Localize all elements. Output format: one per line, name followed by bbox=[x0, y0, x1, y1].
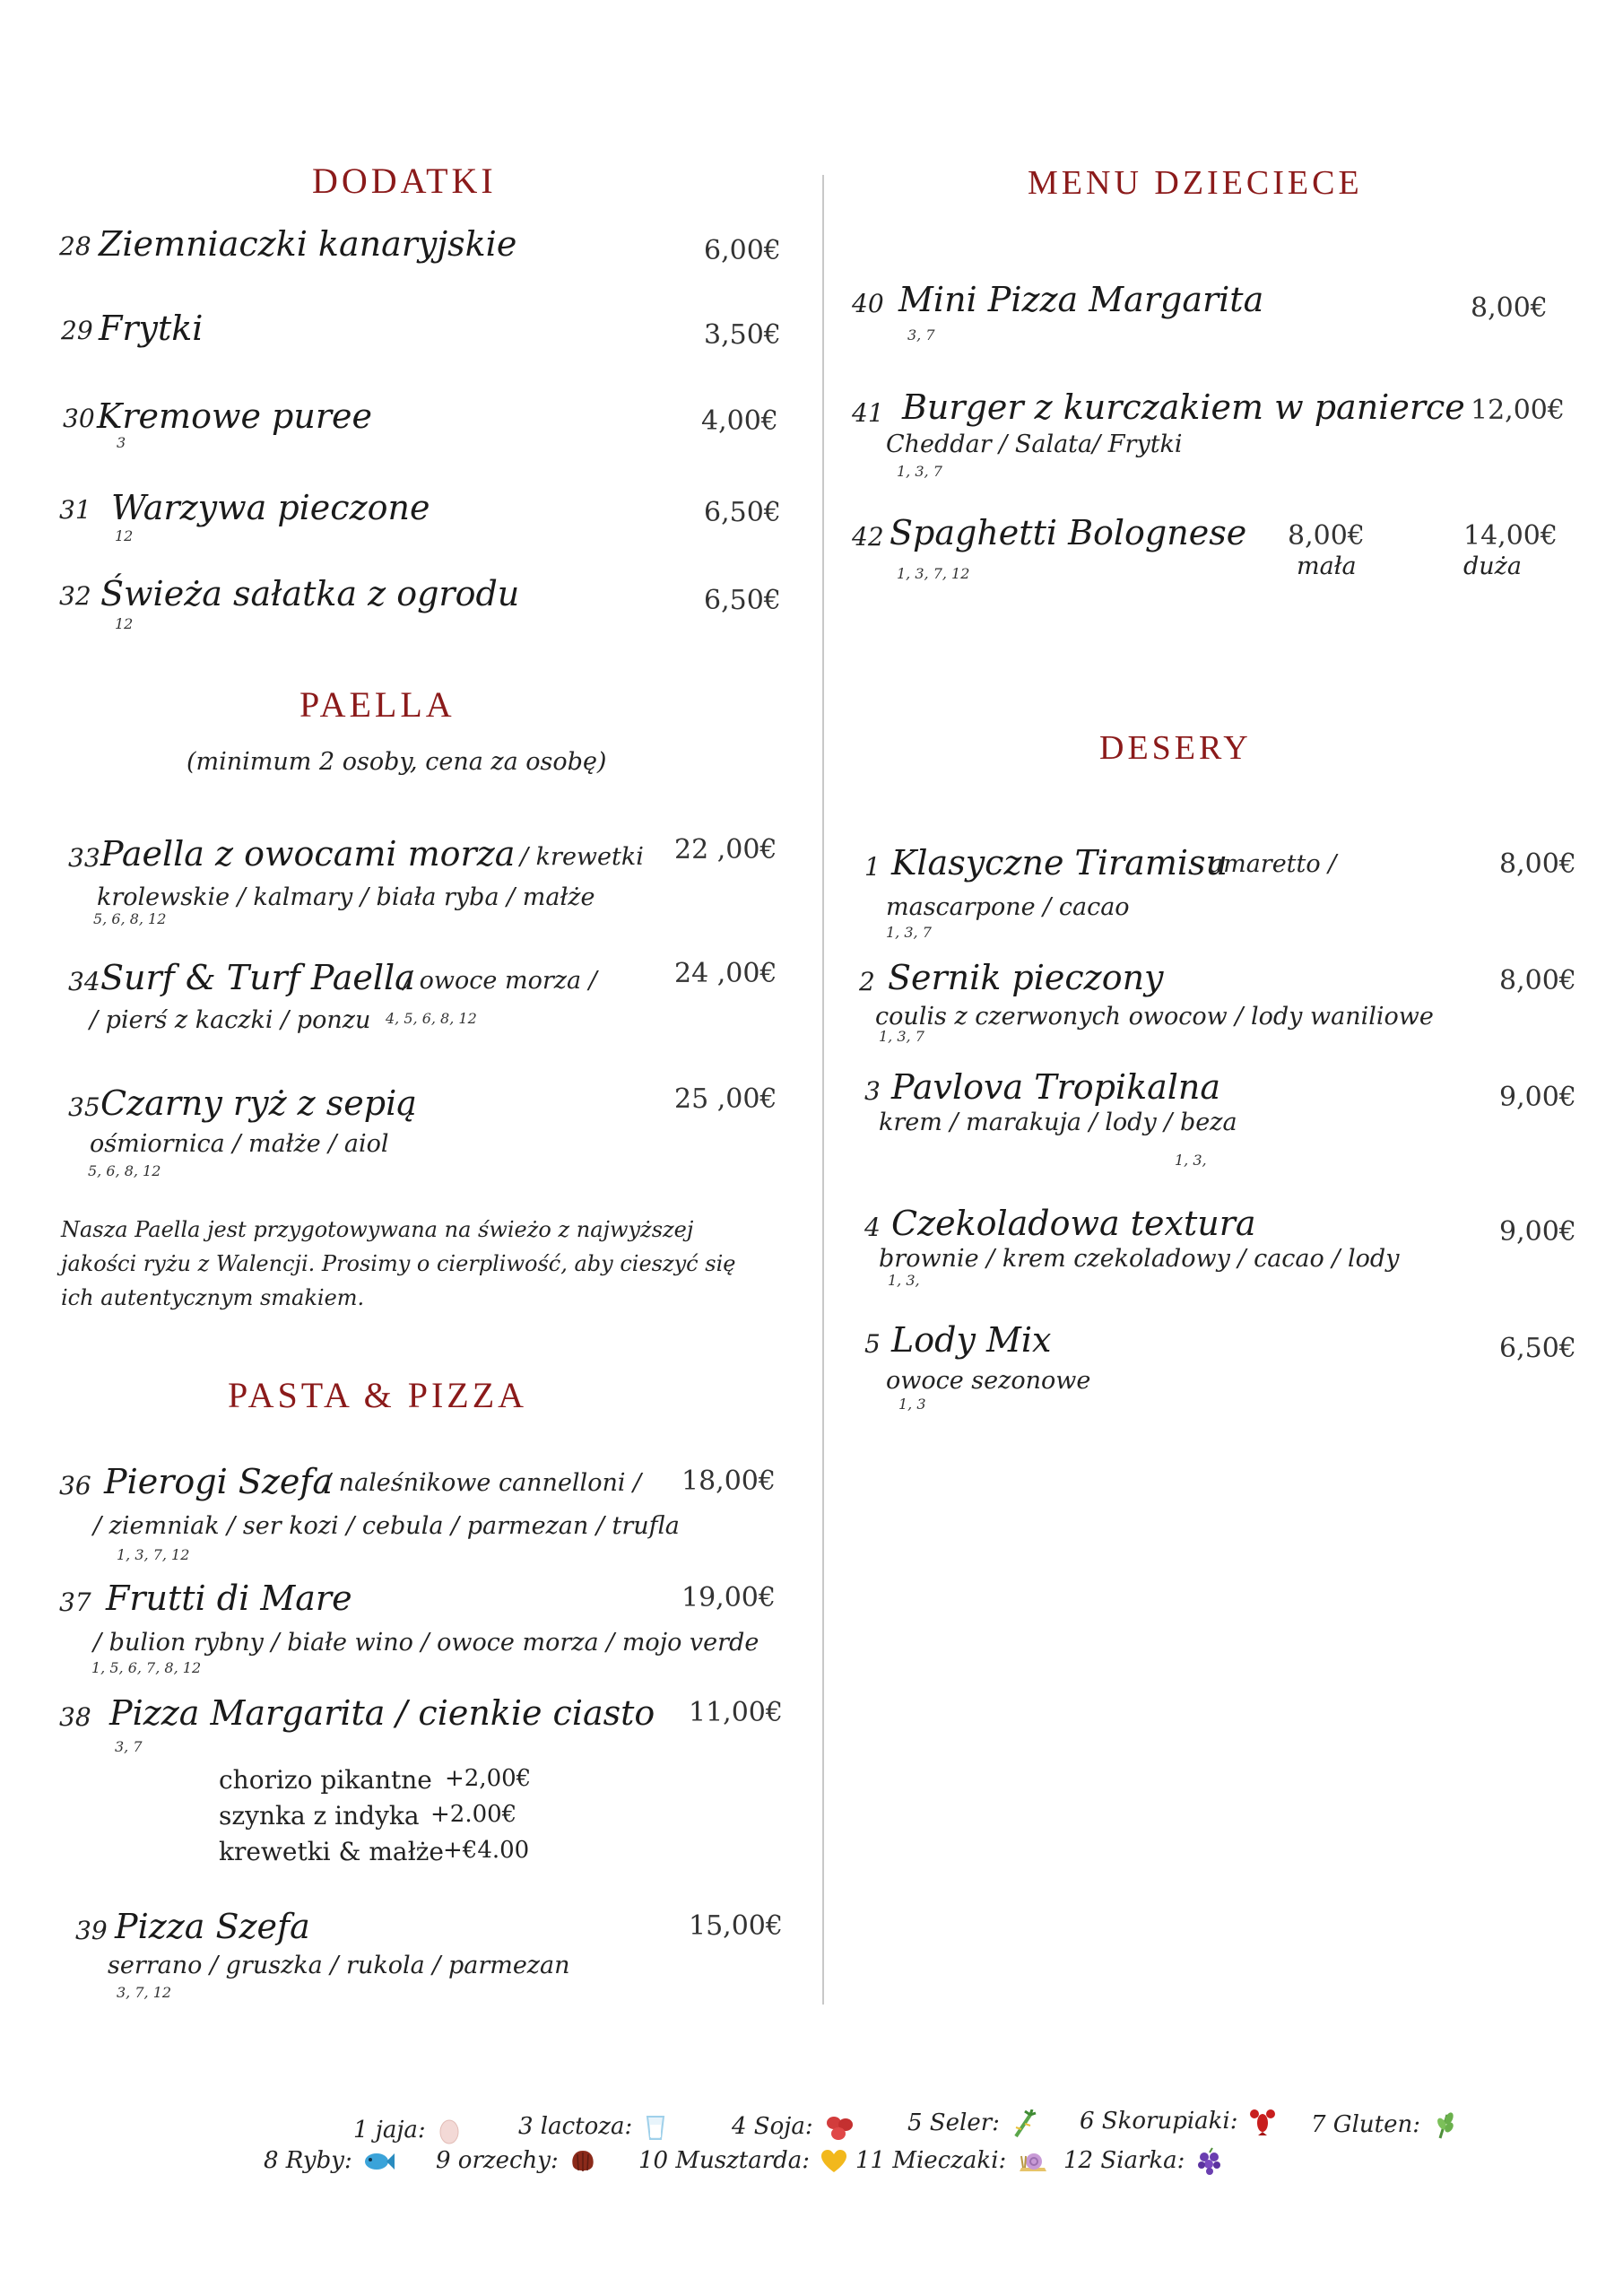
column-divider bbox=[822, 175, 824, 2005]
item-inline-desc: amaretto / bbox=[1209, 850, 1337, 878]
item-price: 19,00€ bbox=[681, 1582, 776, 1613]
item-name: Mini Pizza Margarita bbox=[898, 280, 1264, 319]
item-name: Burger z kurczakiem w panierce bbox=[902, 387, 1465, 427]
item-name: Świeża sałatka z ogrodu bbox=[100, 574, 520, 613]
item-name: Pizza Margarita / cienkie ciasto bbox=[109, 1693, 655, 1733]
item-allergens: 1, 3, bbox=[1175, 1152, 1207, 1169]
legend-label: 7 Gluten: bbox=[1311, 2111, 1420, 2138]
item-price: 6,50€ bbox=[1499, 1333, 1576, 1364]
item-inline-desc: / naleśnikowe cannelloni / bbox=[323, 1469, 642, 1497]
item-desc: krem / marakuja / lody / beza bbox=[879, 1109, 1237, 1136]
legend-item-lactose bbox=[518, 2113, 667, 2141]
item-allergens: 4, 5, 6, 8, 12 bbox=[386, 1010, 477, 1027]
item-allergens: 1, 3 bbox=[898, 1396, 926, 1413]
legend-label: 5 Seler: bbox=[907, 2109, 1000, 2136]
mustard-heart-icon bbox=[820, 2149, 847, 2174]
item-number: 29 bbox=[61, 316, 93, 345]
item-desc: mascarpone / cacao bbox=[886, 893, 1130, 921]
item-number: 32 bbox=[59, 581, 91, 611]
item-inline-desc: / owoce morza / bbox=[404, 967, 597, 995]
item-desc: / ziemniak / ser kozi / cebula / parmezan / trufla bbox=[93, 1512, 680, 1540]
milk-glass-icon bbox=[644, 2114, 667, 2141]
item-allergens: 1, 3, 7, 12 bbox=[117, 1546, 190, 1563]
item-desc: ośmiornica / małże / aiol bbox=[90, 1130, 389, 1158]
item-price: 6,50€ bbox=[704, 497, 781, 528]
fish-icon bbox=[363, 2150, 395, 2173]
item-name: Pavlova Tropikalna bbox=[891, 1067, 1221, 1107]
extra-label: chorizo pikantne bbox=[219, 1765, 432, 1795]
item-allergens: 1, 3, bbox=[888, 1272, 920, 1289]
item-desc: Cheddar / Salata/ Frytki bbox=[886, 430, 1183, 458]
item-name: Surf & Turf Paella bbox=[100, 958, 415, 997]
item-allergens: 1, 3, 7 bbox=[886, 924, 932, 941]
extra-price: +€4.00 bbox=[443, 1837, 530, 1864]
item-price: 6,50€ bbox=[704, 585, 781, 616]
item-desc: serrano / gruszka / rukola / parmezan bbox=[108, 1952, 570, 1979]
legend-label: 1 jaja: bbox=[353, 2117, 426, 2144]
item-name: Frutti di Mare bbox=[106, 1578, 352, 1618]
item-name: Paella z owocami morza bbox=[100, 834, 516, 874]
item-price-small: 8,00€ bbox=[1288, 520, 1365, 552]
item-number: 2 bbox=[859, 967, 875, 996]
item-allergens: 12 bbox=[115, 615, 134, 632]
legend-label: 12 Siarka: bbox=[1063, 2147, 1185, 2174]
item-allergens: 1, 5, 6, 7, 8, 12 bbox=[91, 1659, 202, 1676]
item-price: 15,00€ bbox=[689, 1910, 783, 1942]
extra-label: szynka z indyka bbox=[219, 1801, 420, 1831]
item-number: 42 bbox=[852, 522, 884, 552]
item-price: 8,00€ bbox=[1499, 965, 1576, 996]
extra-label: krewetki & małże bbox=[219, 1837, 445, 1866]
item-name: Sernik pieczony bbox=[888, 958, 1164, 997]
item-inline-desc: / krewetki bbox=[520, 843, 644, 871]
item-number: 35 bbox=[68, 1092, 100, 1122]
legend-label: 6 Skorupiaki: bbox=[1080, 2108, 1238, 2135]
item-name: Klasyczne Tiramisu bbox=[891, 843, 1228, 883]
item-name: Czekoladowa textura bbox=[891, 1204, 1256, 1243]
paella-note: Nasza Paella jest przygotowywana na świeżo z najwyższej jakości ryżu z Walencji. Prosimy o cierpliwość, aby cieszyć się ich autentycznym smakiem. bbox=[61, 1217, 736, 1310]
item-number: 1 bbox=[864, 852, 881, 882]
item-number: 5 bbox=[864, 1329, 881, 1359]
legend-item-celery bbox=[907, 2109, 1037, 2138]
paella-title: PAELLA bbox=[299, 684, 456, 725]
legend-item-eggs bbox=[353, 2117, 462, 2144]
legend-item-mustard bbox=[638, 2147, 847, 2174]
wheat-icon bbox=[1431, 2111, 1456, 2140]
desery-title: DESERY bbox=[1099, 729, 1252, 767]
item-name: Kremowe puree bbox=[97, 396, 372, 436]
dodatki-title: DODATKI bbox=[312, 161, 497, 201]
item-name: Pierogi Szefa bbox=[104, 1462, 334, 1501]
nut-icon bbox=[569, 2148, 596, 2175]
item-price-large: 14,00€ bbox=[1463, 520, 1558, 552]
grapes-icon bbox=[1196, 2147, 1223, 2176]
item-price: 12,00€ bbox=[1471, 395, 1565, 426]
egg-icon bbox=[437, 2118, 462, 2144]
item-desc: / bulion rybny / białe wino / owoce morza / mojo verde bbox=[93, 1629, 759, 1657]
item-number: 30 bbox=[63, 404, 95, 433]
item-allergens: 3, 7 bbox=[115, 1738, 143, 1755]
item-allergens: 12 bbox=[115, 527, 134, 544]
legend-item-sulphites bbox=[1063, 2147, 1223, 2176]
legend-label: 3 lactoza: bbox=[518, 2113, 633, 2140]
soybean-icon bbox=[824, 2114, 855, 2141]
item-size-small: mała bbox=[1297, 552, 1357, 580]
item-allergens: 3 bbox=[117, 434, 126, 451]
legend-label: 10 Musztarda: bbox=[638, 2147, 811, 2174]
item-desc: / pierś z kaczki / ponzu bbox=[90, 1006, 371, 1034]
item-name: Lody Mix bbox=[891, 1320, 1052, 1360]
item-number: 40 bbox=[852, 289, 884, 318]
lobster-icon bbox=[1249, 2108, 1276, 2136]
item-number: 31 bbox=[59, 495, 91, 525]
item-price: 4,00€ bbox=[701, 405, 778, 437]
extra-price: +2.00€ bbox=[430, 1801, 517, 1828]
item-name: Frytki bbox=[99, 309, 204, 348]
item-allergens: 5, 6, 8, 12 bbox=[88, 1162, 161, 1179]
item-number: 33 bbox=[68, 843, 100, 873]
item-price: 25 ,00€ bbox=[674, 1083, 777, 1115]
snail-icon bbox=[1018, 2149, 1048, 2174]
pasta-title: PASTA & PIZZA bbox=[228, 1375, 528, 1415]
item-price: 8,00€ bbox=[1471, 292, 1548, 324]
item-price: 22 ,00€ bbox=[674, 834, 777, 865]
paella-subtitle: (minimum 2 osoby, cena za osobę) bbox=[187, 748, 607, 776]
kids-title: MENU DZIECIECE bbox=[1028, 164, 1363, 202]
item-name: Ziemniaczki kanaryjskie bbox=[99, 224, 517, 264]
legend-item-gluten bbox=[1311, 2111, 1456, 2140]
item-price: 18,00€ bbox=[681, 1465, 776, 1497]
legend-label: 4 Soja: bbox=[732, 2113, 813, 2140]
item-desc: krolewskie / kalmary / biała ryba / małże bbox=[97, 883, 595, 911]
item-number: 28 bbox=[59, 231, 91, 261]
item-desc: coulis z czerwonych owocow / lody waniliowe bbox=[875, 1003, 1434, 1031]
item-allergens: 5, 6, 8, 12 bbox=[93, 910, 167, 927]
item-number: 38 bbox=[59, 1702, 91, 1732]
item-number: 3 bbox=[864, 1076, 881, 1106]
item-price: 3,50€ bbox=[704, 319, 781, 351]
item-desc: owoce sezonowe bbox=[886, 1367, 1091, 1395]
item-name: Pizza Szefa bbox=[115, 1907, 310, 1946]
extra-price: +2,00€ bbox=[445, 1765, 532, 1792]
legend-item-nuts bbox=[436, 2147, 596, 2175]
item-price: 24 ,00€ bbox=[674, 958, 777, 989]
item-name: Spaghetti Bolognese bbox=[890, 513, 1247, 552]
legend-item-crustaceans bbox=[1080, 2108, 1276, 2136]
item-allergens: 3, 7 bbox=[907, 326, 935, 344]
item-number: 4 bbox=[864, 1213, 881, 1242]
item-name: Warzywa pieczone bbox=[111, 488, 430, 527]
legend-item-soy bbox=[732, 2113, 855, 2141]
item-name: Czarny ryż z sepią bbox=[100, 1083, 417, 1123]
legend-label: 8 Ryby: bbox=[264, 2147, 352, 2174]
item-price: 6,00€ bbox=[704, 235, 781, 266]
legend-item-fish bbox=[264, 2147, 395, 2174]
item-number: 41 bbox=[852, 398, 884, 428]
celery-icon bbox=[1011, 2109, 1037, 2138]
item-allergens: 1, 3, 7 bbox=[879, 1028, 924, 1045]
legend-item-molluscs bbox=[855, 2147, 1048, 2174]
item-allergens: 3, 7, 12 bbox=[117, 1984, 172, 2001]
item-number: 34 bbox=[68, 967, 100, 996]
item-size-large: duża bbox=[1463, 552, 1522, 580]
item-number: 39 bbox=[75, 1916, 108, 1945]
item-price: 8,00€ bbox=[1499, 848, 1576, 880]
item-number: 36 bbox=[59, 1471, 91, 1500]
item-price: 9,00€ bbox=[1499, 1082, 1576, 1113]
item-number: 37 bbox=[59, 1587, 91, 1617]
legend-label: 11 Mieczaki: bbox=[855, 2147, 1007, 2174]
item-price: 9,00€ bbox=[1499, 1216, 1576, 1248]
item-allergens: 1, 3, 7, 12 bbox=[897, 565, 970, 582]
legend-label: 9 orzechy: bbox=[436, 2147, 559, 2174]
item-desc: brownie / krem czekoladowy / cacao / lody bbox=[879, 1245, 1400, 1273]
item-allergens: 1, 3, 7 bbox=[897, 463, 942, 480]
item-price: 11,00€ bbox=[689, 1697, 783, 1728]
